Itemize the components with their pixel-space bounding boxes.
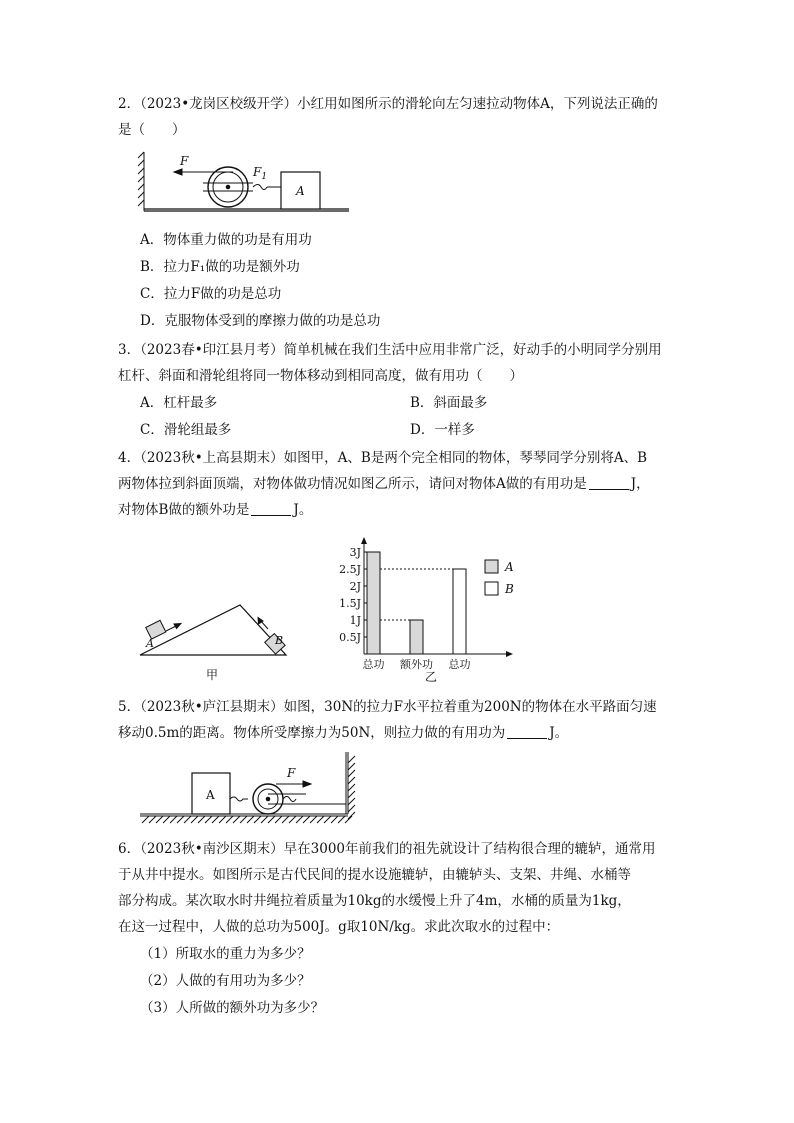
caption-yi: 乙 <box>425 670 438 684</box>
y-tick-label: 0.5J <box>339 631 361 644</box>
q4-incline-figure <box>136 593 296 683</box>
q6-line-1: 6．（2023秋•南沙区期末）早在3000年前我们的祖先就设计了结构很合理的辘轳，通常用 <box>118 841 656 857</box>
caption-jia: 甲 <box>206 668 219 682</box>
legend-swatch-b <box>485 582 498 595</box>
label-f: F <box>180 154 189 168</box>
x-label: 额外功 <box>400 658 433 671</box>
chart-legend <box>485 560 514 596</box>
q6-sub-2: （2）人做的有用功为多少？ <box>140 973 311 989</box>
y-axis-arrow <box>361 537 367 544</box>
q3-option-d: D．一样多 <box>410 422 475 438</box>
q5-line-2: 移动0.5m的距离。物体所受摩擦力为50N，则拉力做的有用功为 J。 <box>118 725 569 741</box>
q5-blank[interactable] <box>507 724 547 739</box>
q5-line-1: 5．（2023秋•庐江县期末）如图，30N的拉力F水平拉着重为200N的物体在水平路面匀速 <box>118 699 657 715</box>
q3-line-1: 3．（2023春•印江县月考）简单机械在我们生活中应用非常广泛，好动手的小明同学分别用 <box>118 342 662 358</box>
q2-option-b: B．拉力F₁做的功是额外功 <box>140 259 300 275</box>
arrow-f <box>174 169 233 175</box>
block-b-jia-label: B <box>275 634 284 647</box>
q4-blank-1[interactable] <box>589 475 629 490</box>
q2-option-c: C．拉力F做的功是总功 <box>140 286 282 302</box>
q4-line-1: 4．（2023秋•上高县期末）如图甲，A、B是两个完全相同的物体，琴琴同学分别将A、B <box>118 450 647 466</box>
q3-option-c: C．滑轮组最多 <box>140 422 232 438</box>
q3-line-2: 杠杆、斜面和滑轮组将同一物体移动到相同高度，做有用功（ ） <box>118 368 523 384</box>
wall-hatch-marks <box>348 756 355 819</box>
chart-axes <box>361 537 513 657</box>
q2-line-2: 是（ ） <box>118 122 186 138</box>
arrow-b <box>258 618 268 630</box>
q4-line-2: 两物体拉到斜面顶端，对物体做功情况如图乙所示，请问对物体A做的有用功是 J， <box>118 476 650 492</box>
q3-option-b: B．斜面最多 <box>410 395 488 411</box>
block-a-q5-label: A <box>206 788 215 802</box>
bar-b <box>453 569 466 654</box>
wall-hatch <box>138 152 144 211</box>
chart-bars <box>367 552 466 654</box>
rope <box>230 794 346 804</box>
y-tick-label: 1.5J <box>339 597 361 610</box>
x-label: 总功 <box>448 658 471 671</box>
label-f-q5: F <box>287 766 296 780</box>
block-a-jia-label: A <box>146 637 154 650</box>
pulley-wheel <box>203 167 253 207</box>
arrow-a <box>166 624 181 632</box>
chart-y-ticks <box>339 546 367 644</box>
q2-option-d: D．克服物体受到的摩擦力做的功是总功 <box>140 313 381 329</box>
block-a-label: A <box>296 184 305 198</box>
y-tick-label: 1J <box>349 614 361 627</box>
label-f1: $F_1$ <box>253 165 268 182</box>
y-tick-label: 3J <box>349 546 361 559</box>
q2-option-a: A．物体重力做的功是有用功 <box>140 232 312 248</box>
y-tick-label: 2J <box>349 580 361 593</box>
q2-line-1: 2．（2023•龙岗区校级开学）小红用如图所示的滑轮向左匀速拉动物体A，下列说法正确的 <box>118 96 658 112</box>
x-label: 总功 <box>362 658 385 671</box>
pulley-q5 <box>253 784 296 814</box>
q2-pulley-figure <box>138 150 353 215</box>
q4-line-3: 对物体B做的额外功是 J。 <box>118 502 313 518</box>
wall <box>346 752 348 814</box>
q6-line-3: 部分构成。某次取水时井绳拉着质量为10kg的水缓慢上升了4m，水桶的质量为1kg， <box>118 893 631 909</box>
q6-line-4: 在这一过程中，人做的总功为500J。g取10N/kg。求此次取水的过程中： <box>118 919 560 935</box>
bar-a <box>367 552 380 654</box>
chart-x-labels <box>363 657 471 671</box>
q5-pulley-figure <box>138 752 358 830</box>
q6-sub-1: （1）所取水的重力为多少？ <box>140 946 311 962</box>
y-tick-label: 2.5J <box>339 563 361 576</box>
q4-work-bar-chart <box>330 538 530 678</box>
q4-blank-2[interactable] <box>251 501 291 516</box>
floor-hatch <box>140 814 348 816</box>
bar-a <box>410 620 423 654</box>
q6-sub-3: （3）人所做的额外功为多少？ <box>140 1000 325 1016</box>
legend-swatch-a <box>485 560 498 573</box>
legend-label-a: A <box>505 560 514 574</box>
legend-label-b: B <box>505 582 514 596</box>
arrow-f-q5 <box>276 781 311 787</box>
rope-f1 <box>253 185 281 190</box>
q6-line-2: 于从井中提水。如图所示是古代民间的提水设施辘轳，由辘轳头、支架、井绳、水桶等 <box>118 867 631 883</box>
x-axis-arrow <box>506 651 513 657</box>
q3-option-a: A．杠杆最多 <box>140 395 218 411</box>
floor-hatch-marks <box>142 816 352 823</box>
